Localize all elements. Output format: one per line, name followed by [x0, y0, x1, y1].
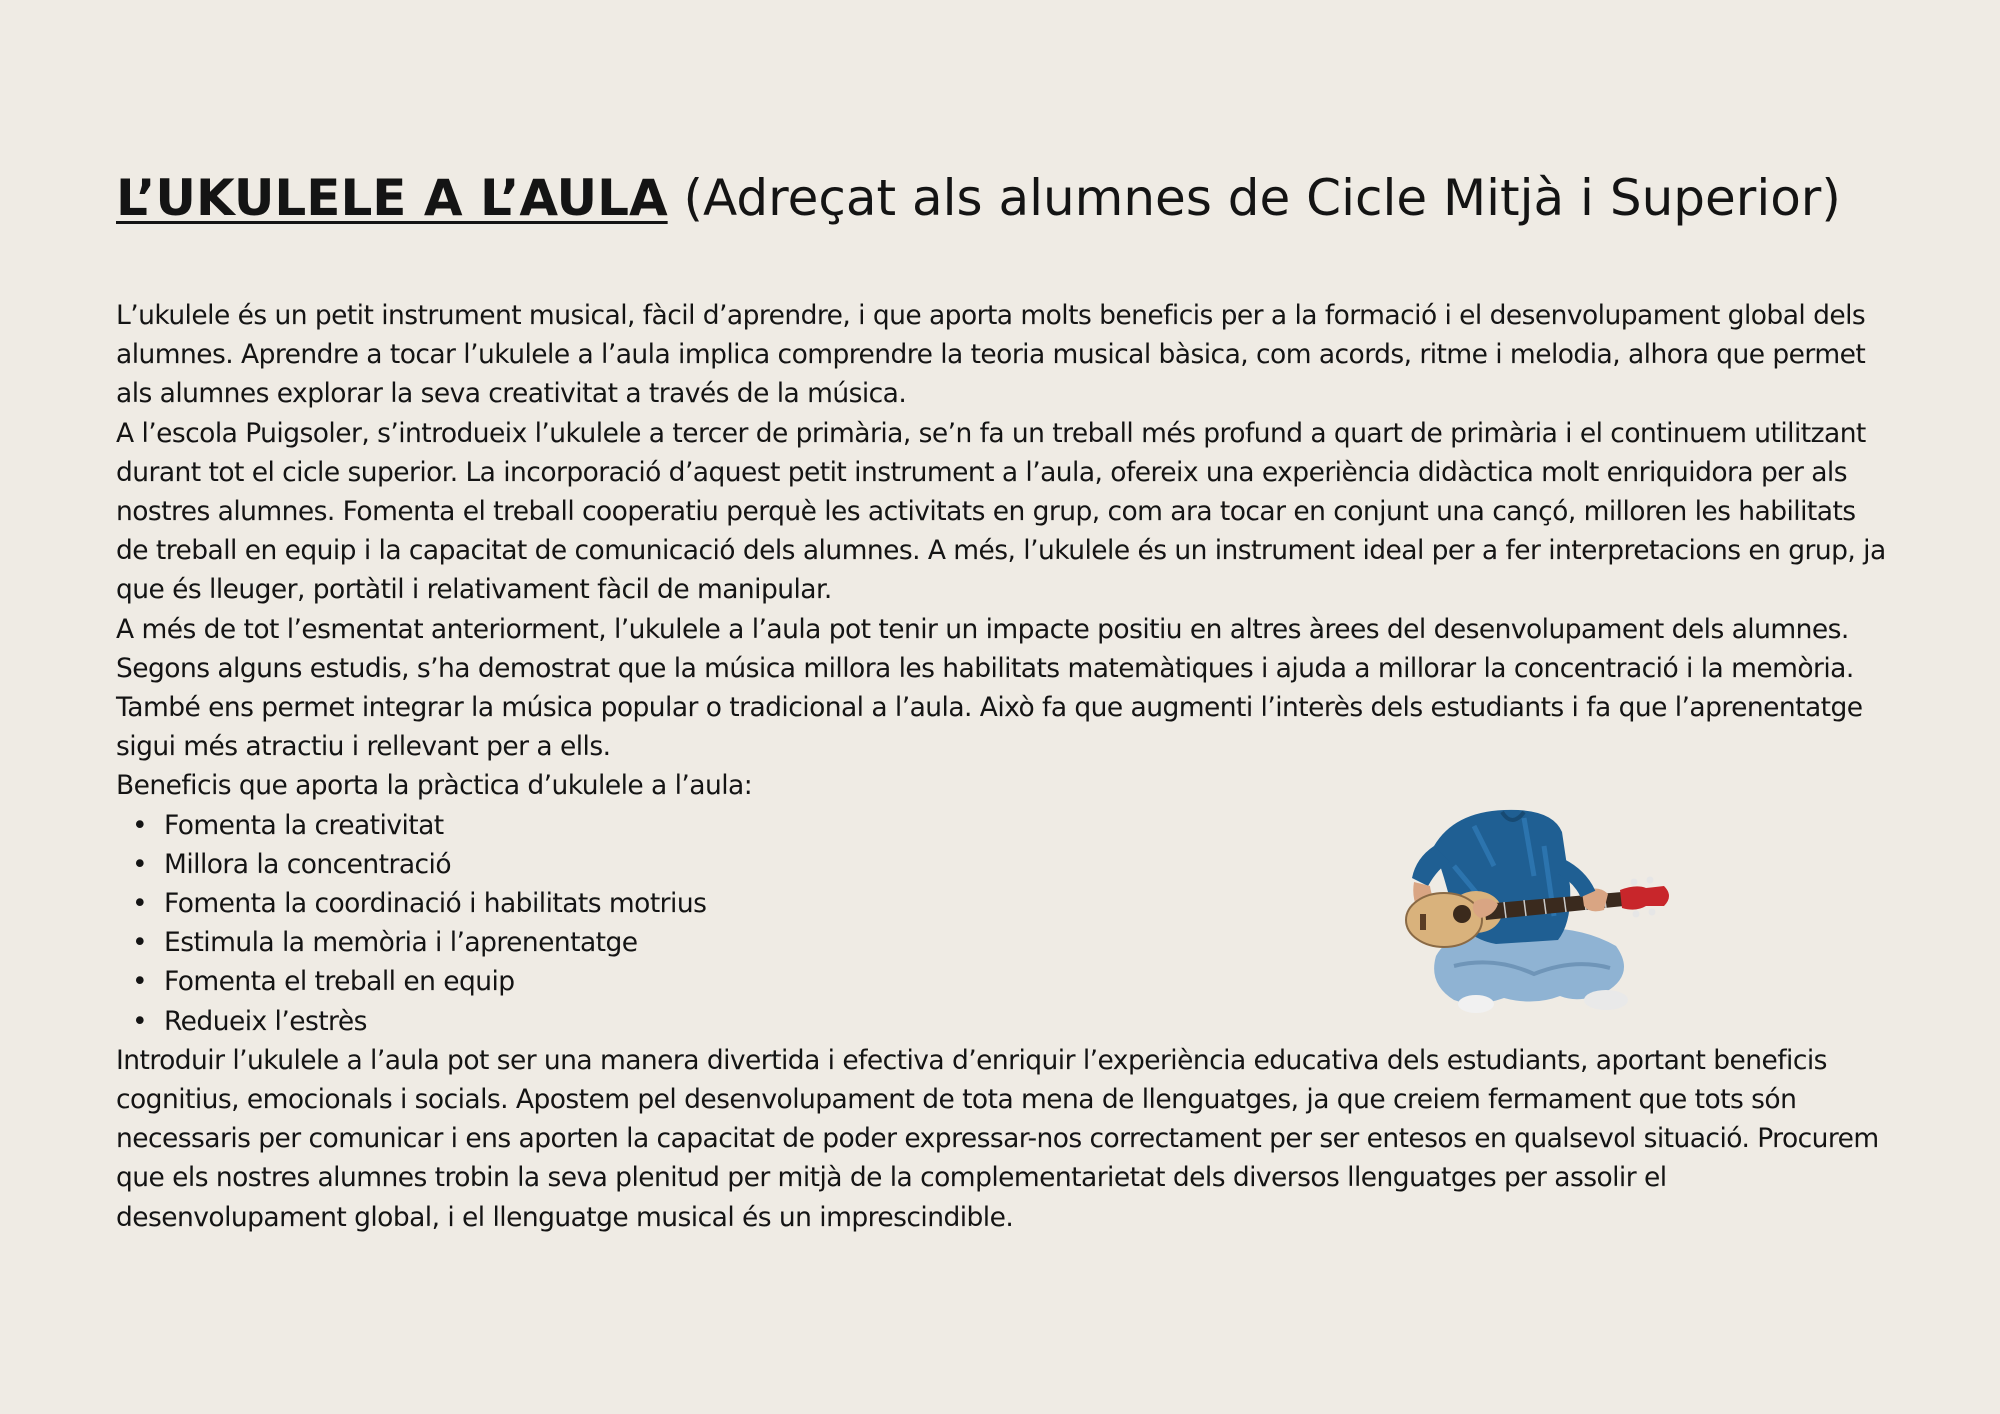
document-title [116, 164, 1841, 232]
benefit-text: Millora la concentració [164, 848, 452, 880]
bullet-icon: • [132, 1005, 148, 1037]
left-foot [1458, 995, 1494, 1013]
child-playing-ukulele-image [1384, 806, 1684, 1028]
benefit-text: Estimula la memòria i l’aprenentatge [164, 927, 638, 959]
document-body [116, 296, 1892, 1237]
title-main: L’UKULELE A L’AULA [116, 169, 668, 227]
bullet-icon: • [132, 888, 148, 920]
title-subtitle: (Adreçat als alumnes de Cicle Mitjà i Superior) [683, 169, 1841, 227]
benefit-text: Redueix l’estrès [164, 1005, 367, 1037]
bullet-icon: • [132, 927, 148, 959]
impact-paragraph: A més de tot l’esmentat anteriorment, l’ukulele a l’aula pot tenir un impacte positiu en altres àrees del desenvolupament dels alumnes. Segons alguns estudis, s’ha demostrat que la música millora les habilitats matemàtiques i ajuda a millorar la concentració i la memòria. [116, 613, 1854, 684]
benefits-intro: Beneficis que aporta la pràctica d’ukulele a l’aula: [116, 770, 753, 802]
benefit-text: Fomenta la creativitat [164, 809, 444, 841]
bullet-icon: • [132, 966, 148, 998]
right-foot [1584, 990, 1628, 1010]
ukulele-head [1620, 886, 1669, 910]
bullet-icon: • [132, 848, 148, 880]
benefit-text: Fomenta el treball en equip [164, 966, 515, 998]
sound-hole [1453, 905, 1471, 923]
bridge [1420, 914, 1426, 930]
school-paragraph: A l’escola Puigsoler, s’introdueix l’ukulele a tercer de primària, se’n fa un treball més profund a quart de primària i el continuem utilitzant durant tot el cicle superior. La incorporació d’aquest petit instrument a l’aula, ofereix una experiència didàctica molt enriquidora per als nostres alumnes. Fomenta el treball cooperatiu perquè les activitats en grup, com ara tocar en conjunt una cançó, milloren les habilitats de treball en equip i la capacitat de comunicació dels alumnes. A més, l’ukulele és un instrument ideal per a fer interpretacions en grup, ja que és lleuger, portàtil i relativament fàcil de manipular. [116, 417, 1886, 606]
tradition-paragraph: També ens permet integrar la música popular o tradicional a l’aula. Això fa que augmenti l’interès dels estudiants i fa que l’aprenentatge sigui més atractiu i rellevant per a ells. [116, 692, 1863, 763]
intro-paragraph: L’ukulele és un petit instrument musical, fàcil d’aprendre, i que aporta molts beneficis per a la formació i el desenvolupament global dels alumnes. Aprendre a tocar l’ukulele a l’aula implica comprendre la teoria musical bàsica, com acords, ritme i melodia, alhora que permet als alumnes explorar la seva creativitat a través de la música. [116, 300, 1866, 410]
benefit-text: Fomenta la coordinació i habilitats motrius [164, 888, 707, 920]
bullet-icon: • [132, 809, 148, 841]
closing-paragraph: Introduir l’ukulele a l’aula pot ser una manera divertida i efectiva d’enriquir l’experiència educativa dels estudiants, aportant beneficis cognitius, emocionals i socials. Apostem pel desenvolupament de tota mena de llenguatges, ja que creiem fermament que tots són necessaris per comunicar i ens aporten la capacitat de poder expressar-nos correctament per ser entesos en qualsevol situació. Procurem que els nostres alumnes trobin la seva plenitud per mitjà de la complementarietat dels diversos llenguatges per assolir el desenvolupament global, i el llenguatge musical és un imprescindible. [116, 1044, 1879, 1233]
